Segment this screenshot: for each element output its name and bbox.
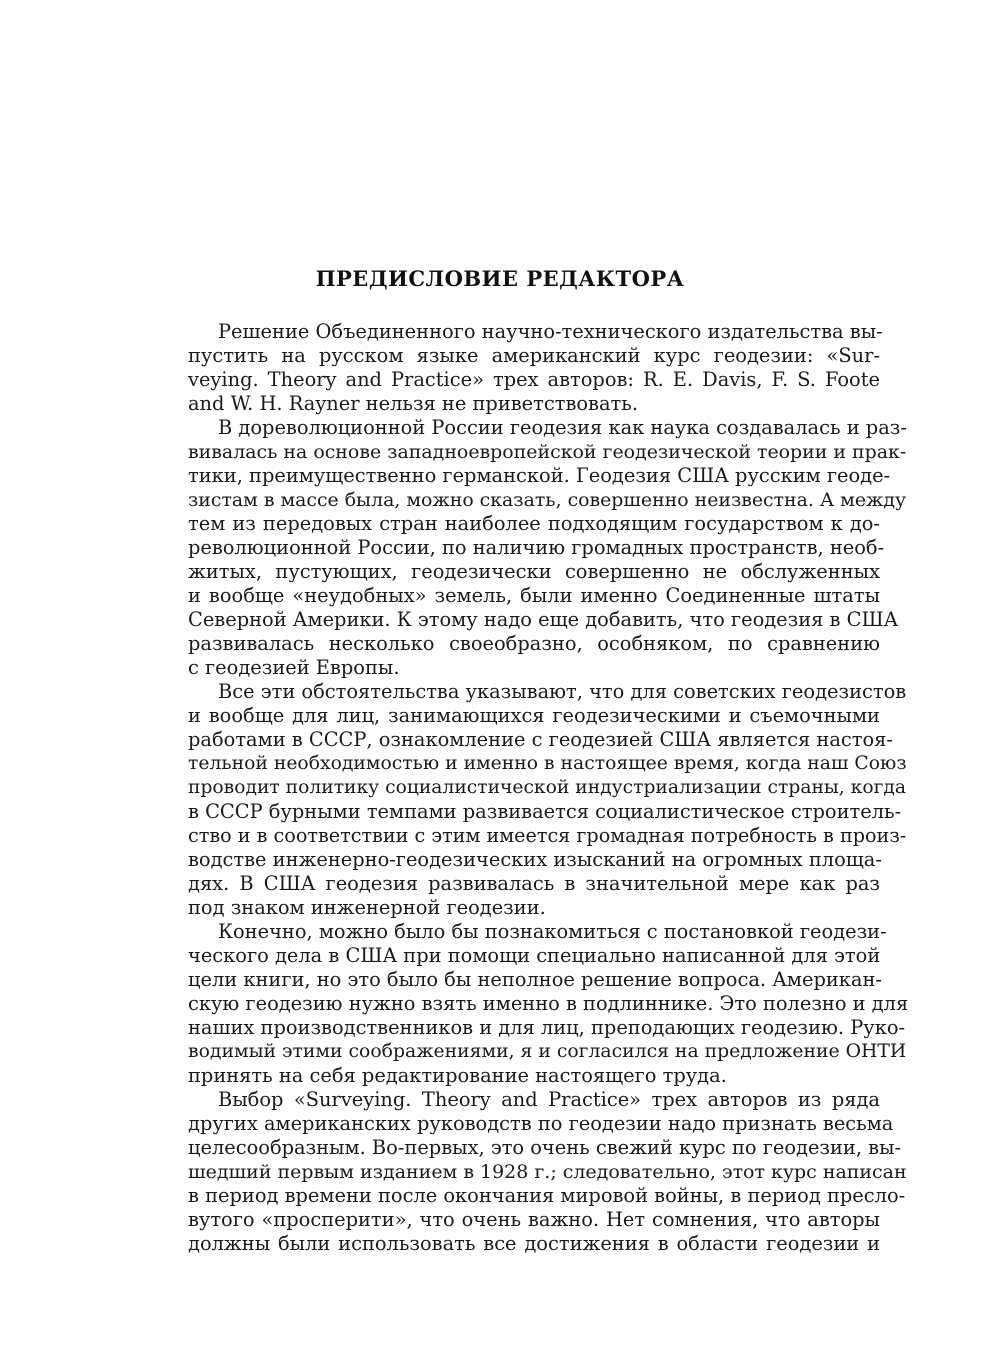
text-line: тельной необходимостью и именно в настоящее время, когда наш Союз [188, 753, 907, 774]
paragraph-2 [158, 416, 907, 680]
text-line: и вообще «неудобных» земель, были именно Соединенные штаты [188, 584, 880, 607]
text-line: дях. В США геодезия развивалась в значительной мере как раз [188, 872, 880, 895]
text-line: В дореволюционной России геодезия как наука создавалась и раз- [218, 416, 907, 439]
text-line: Конечно, можно было бы познакомиться с постановкой геодези- [218, 920, 887, 943]
text-line: в СССР бурными темпами развивается социалистическое строитель- [188, 800, 902, 823]
text-line: проводит политику социалистической индустриализации страны, когда [188, 777, 907, 798]
text-line: Северной Америки. К этому надо еще добавить, что геодезия в США [188, 608, 899, 631]
text-line: Все эти обстоятельства указывают, что для советских геодезистов [218, 680, 907, 703]
text-line: революционной России, по наличию громадных пространств, необ- [188, 536, 885, 559]
text-line: тем из передовых стран наиболее подходящим государством к до- [188, 512, 880, 535]
text-line: житых, пустующих, геодезически совершенно не обслуженных [188, 560, 880, 583]
text-line: тики, преимущественно германской. Геодезия США русским геоде- [188, 464, 891, 487]
text-line: с геодезией Европы. [188, 656, 400, 679]
text-line: вутого «просперити», что очень важно. Нет сомнения, что авторы [188, 1208, 880, 1231]
text-line: принять на себя редактирование настоящего труда. [188, 1064, 727, 1087]
text-line: and W. H. Rayner нельзя не приветствовать. [188, 392, 638, 415]
body-text [158, 320, 909, 1256]
text-line: скую геодезию нужно взять именно в подлиннике. Это полезно и для [188, 992, 909, 1015]
text-line: в период времени после окончания мировой войны, в период преслo- [188, 1184, 906, 1207]
text-line: вивалась на основе западноевропейской геодезической теории и прак- [188, 441, 907, 463]
text-line: работами в СССР, ознакомление с геодезией США является настоя- [188, 728, 893, 751]
page-title: ПРЕДИСЛОВИЕ РЕДАКТОРА [315, 266, 685, 291]
text-line: шедший первым изданием в 1928 г.; следовательно, этот курс написан [188, 1161, 907, 1183]
text-line: под знаком инженерной геодезии. [188, 896, 546, 919]
text-line: ство и в соответствии с этим имеется громадная потребность в произ- [188, 824, 907, 847]
paragraph-1 [158, 320, 883, 416]
paragraph-5 [158, 1088, 907, 1256]
text-line: ческого дела в США при помощи специально написанной для этой [188, 944, 881, 967]
text-line: развивалась несколько своеобразно, особняком, по сравнению [188, 632, 880, 655]
text-line: цели книги, но это было бы неполное решение вопроса. Американ- [188, 968, 882, 991]
text-line: veying. Theory and Practice» трех авторов: R. E. Davis, F. S. Foote [188, 368, 880, 391]
text-line: Решение Объединенного научно-технического издательства вы- [218, 320, 883, 343]
paragraph-3 [158, 680, 907, 920]
paragraph-4 [158, 920, 909, 1088]
text-line: пустить на русском языке американский курс геодезии: «Sur- [188, 344, 880, 367]
text-line: зистам в массе была, можно сказать, совершенно неизвестна. А между [188, 489, 907, 511]
text-line: должны были использовать все достижения в области геодезии и [188, 1232, 880, 1255]
text-line: Выбор «Surveying. Theory and Practice» трех авторов из ряда [218, 1088, 880, 1111]
text-line: целесообразным. Во-первых, это очень свежий курс по геодезии, вы- [188, 1136, 902, 1159]
text-line: водстве инженерно-геодезических изысканий на огромных площа- [188, 848, 882, 871]
text-line: и вообще для лиц, занимающихся геодезическими и съемочными [188, 704, 880, 727]
text-line: других американских руководств по геодезии надо признать весьма [188, 1112, 894, 1135]
text-line: водимый этими соображениями, я и согласился на предложение ОНТИ [188, 1041, 907, 1062]
text-line: наших производственников и для лиц, преподающих геодезию. Руко- [188, 1016, 906, 1039]
